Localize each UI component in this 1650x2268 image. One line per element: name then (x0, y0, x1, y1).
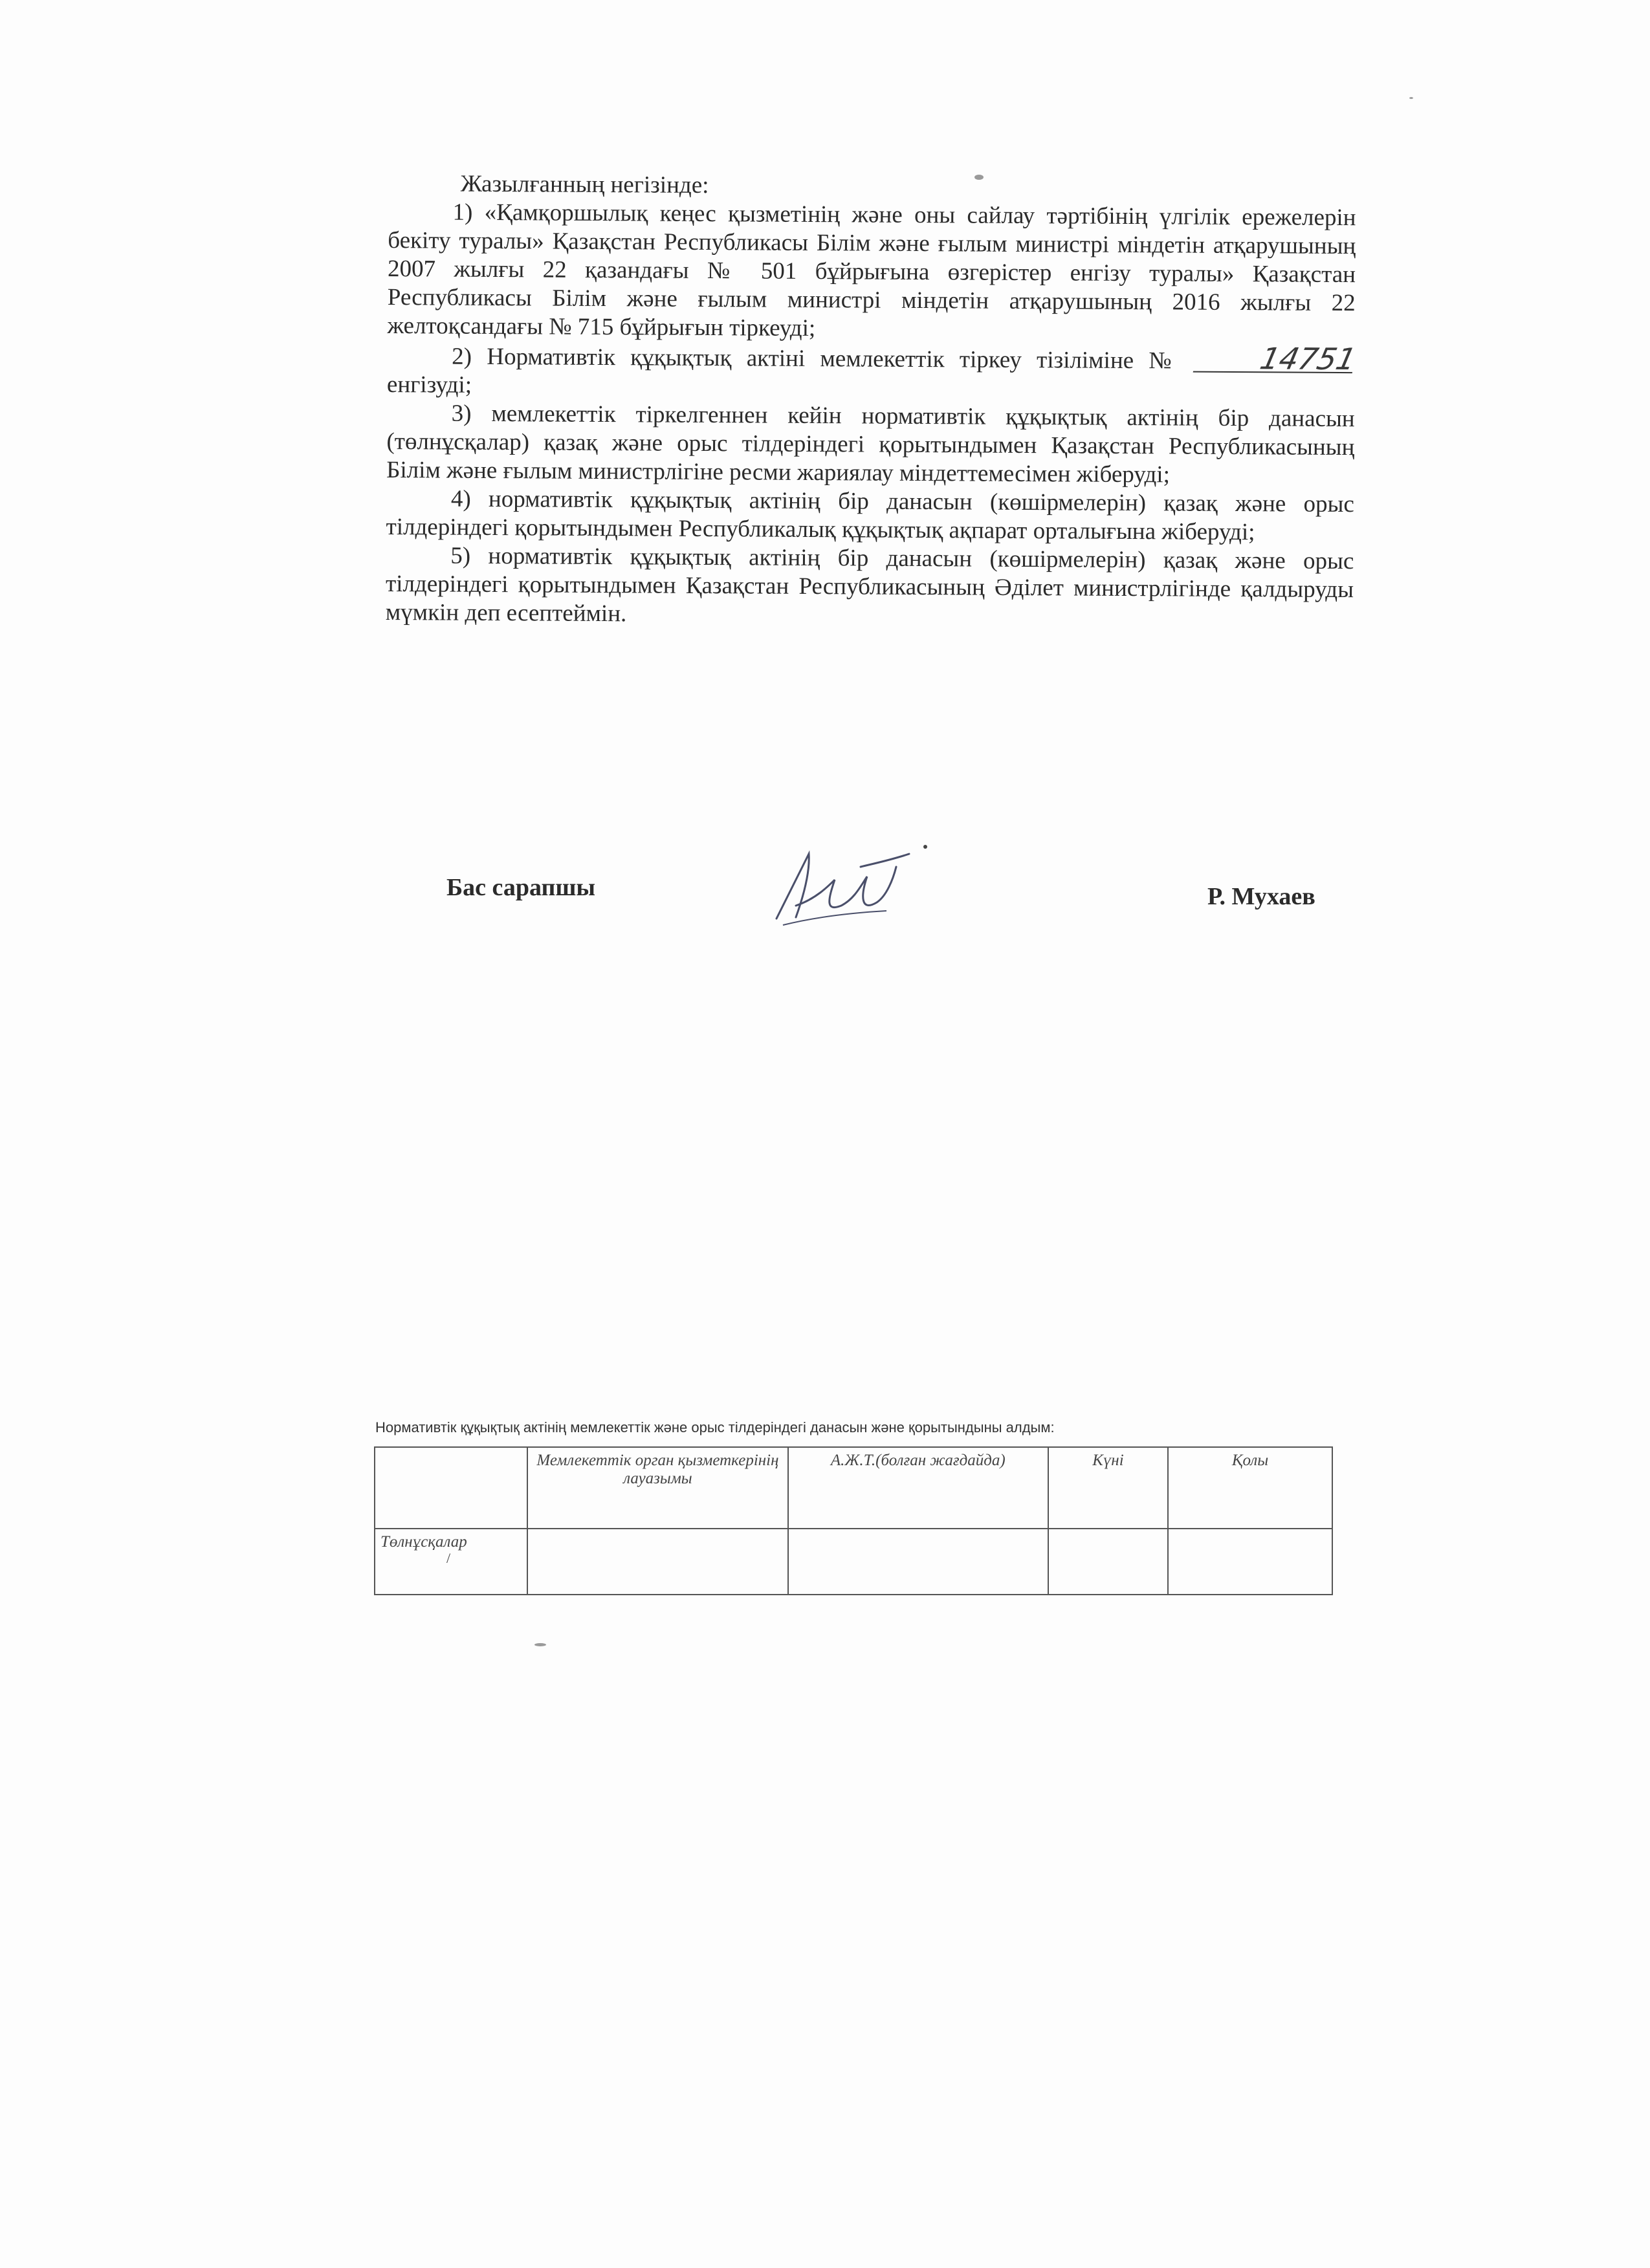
table-header-row (375, 1447, 1332, 1529)
document-body (385, 169, 1359, 633)
header-cell-empty (375, 1447, 527, 1529)
row-label-cell (375, 1529, 527, 1595)
signatory-name: Р. Мухаев (1207, 883, 1315, 910)
date-cell (1048, 1529, 1168, 1595)
item-2-paragraph (386, 340, 1359, 405)
header-cell-position: Мемлекеттік орган қызметкерінің лауазымы (527, 1447, 788, 1529)
header-cell-date: Күні (1048, 1447, 1168, 1529)
signatory-title: Бас сарапшы (446, 874, 596, 901)
intro-paragraph: Жазылғанның негізінде: (460, 170, 709, 199)
tick-mark-icon: / (446, 1550, 451, 1566)
receipt-table (374, 1446, 1333, 1595)
scan-speck (534, 1643, 546, 1646)
item-4-paragraph: 4) нормативтік құқықтық актінің бір данасын (көшірмелерін) қазақ және орыс тілдеріндегі қорытындымен Республикалық құқықтық ақпарат орталығына жіберуді; (386, 485, 1354, 546)
signature-block (0, 860, 1650, 951)
receipt-caption: Нормативтік құқықтық актінің мемлекеттік және орыс тілдеріндегі данасын және қорытындыны алдым: (375, 1419, 1055, 1435)
item-1-paragraph: 1) «Қамқоршылық кеңес қызметінің және оны сайлау тәртібінің үлгілік ережелерін бекіту туралы» Қазақстан Республикасы Білім және ғылым министрі міндетін атқарушының 2007 жылғы 22 қазандағы № 501 бұйрығына өзгерістер енгізу туралы» Қазақстан Республикасы Білім және ғылым министрі міндетін атқарушының 2016 жылғы 22 желтоқсандағы № 715 бұйрығын тіркеуді; (387, 199, 1356, 342)
item-2-text-after: енгізуді; (386, 371, 472, 398)
registration-number: 14751 (1193, 345, 1358, 373)
header-cell-signature: Қолы (1168, 1447, 1332, 1529)
position-cell (527, 1529, 788, 1595)
full-name-cell (788, 1529, 1048, 1595)
scan-speck (923, 845, 927, 849)
handwritten-signature-icon (764, 841, 919, 932)
item-3-paragraph: 3) мемлекеттік тіркелгеннен кейін нормативтік құқықтық актінің бір данасын (төлнұсқалар) қазақ және орыс тілдеріндегі қорытындымен Қазақстан Республикасының Білім және ғылым министрлігіне ресми жариялау міндеттемесімен жіберуді; (386, 400, 1355, 488)
item-5-paragraph: 5) нормативтік құқықтық актінің бір данасын (көшірмелерін) қазақ және орыс тілдеріндегі қорытындымен Қазақстан Республикасының Әділет министрлігінде қалдыруды мүмкін деп есептеймін. (385, 542, 1354, 627)
scan-speck (1409, 97, 1413, 99)
row-label: Төлнұсқалар (380, 1533, 467, 1551)
header-cell-full-name: А.Ж.Т.(болған жағдайда) (788, 1447, 1048, 1529)
signature-cell (1168, 1529, 1332, 1595)
item-2-text-before: 2) Нормативтік құқықтық актіні мемлекеттік тіркеу тізіліміне № (452, 343, 1181, 375)
table-row (375, 1529, 1332, 1595)
